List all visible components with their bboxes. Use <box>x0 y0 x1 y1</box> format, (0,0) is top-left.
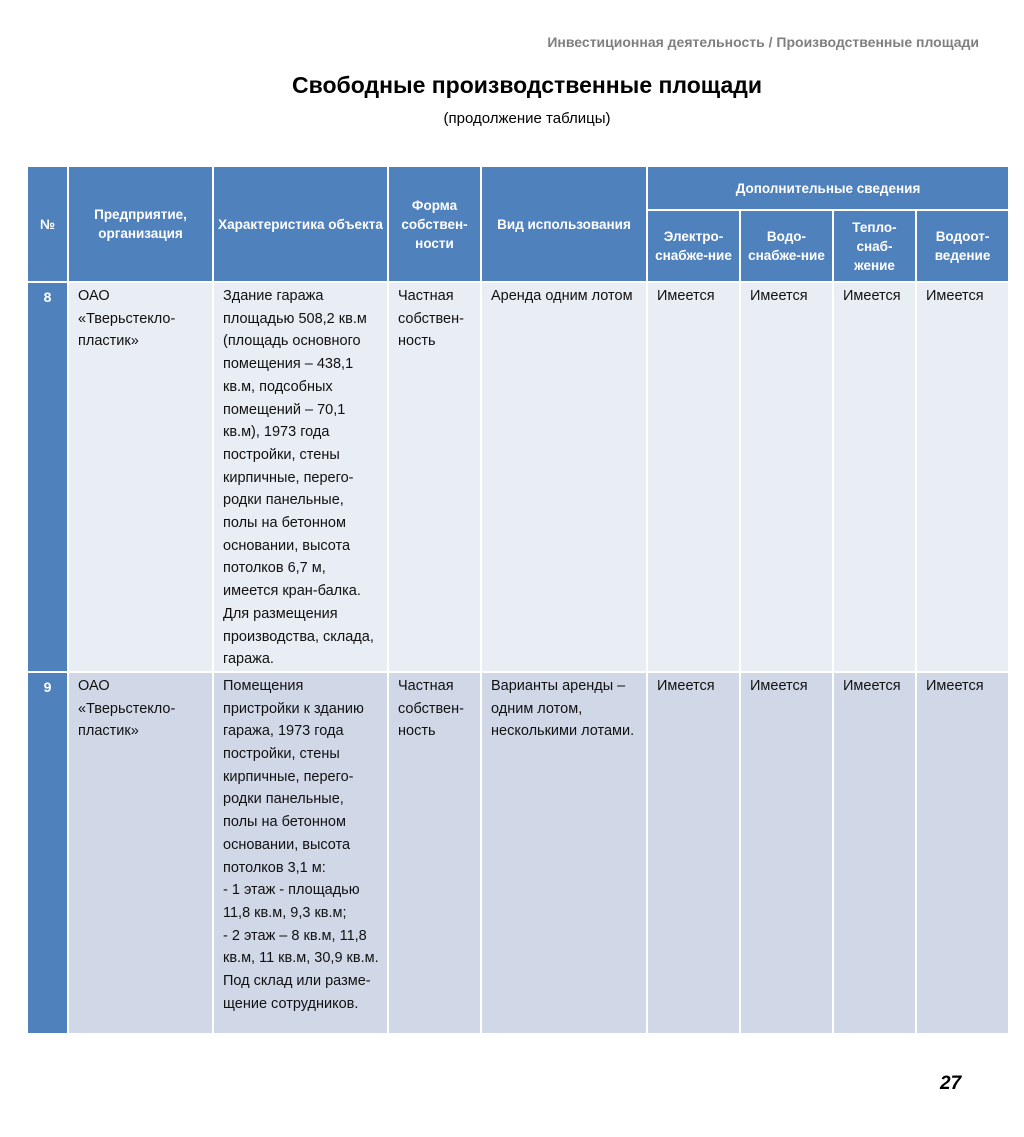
header-usage: Вид использования <box>481 166 647 282</box>
page-title: Свободные производственные площади <box>292 72 762 98</box>
header-water-supply: Водо-снабже-ние <box>740 210 833 282</box>
header-additional-info: Дополнительные сведения <box>647 166 1009 210</box>
cell-enterprise: ОАО «Тверьстекло-пластик» <box>68 672 213 1034</box>
cell-characteristic: Помещения пристройки к зданию гаража, 1973 года постройки, стены кирпичные, перего-родки панельные, полы на бетонном основании, высота потолков 3,1 м: - 1 этаж - площадью 11,8 кв.м, 9,3 кв.м; - 2 этаж – 8 кв.м, 11,8 кв.м, 11 кв.м, 30,9 кв.м. Под склад или разме-щение сотрудников. <box>213 672 388 1034</box>
cell-ownership: Частная собствен-ность <box>388 282 481 672</box>
table-header-row <box>27 166 1009 210</box>
cell-usage: Аренда одним лотом <box>481 282 647 672</box>
page-number: 27 <box>940 1073 962 1094</box>
header-ownership: Форма собствен-ности <box>388 166 481 282</box>
header-characteristic: Характеристика объекта <box>213 166 388 282</box>
header-electricity: Электро-снабже-ние <box>647 210 740 282</box>
table-row <box>27 282 1009 672</box>
page-subtitle: (продолжение таблицы) <box>443 110 611 127</box>
header-heat-supply: Тепло-снаб-жение <box>833 210 916 282</box>
cell-water-supply: Имеется <box>740 672 833 1034</box>
cell-usage: Варианты аренды – одним лотом, несколькими лотами. <box>481 672 647 1034</box>
cell-heat-supply: Имеется <box>833 282 916 672</box>
production-areas-table <box>26 165 1010 1035</box>
cell-electricity: Имеется <box>647 672 740 1034</box>
header-number: № <box>27 166 68 282</box>
header-enterprise: Предприятие, организация <box>68 166 213 282</box>
header-drainage: Водоот-ведение <box>916 210 1009 282</box>
table-row <box>27 672 1009 1034</box>
row-number: 8 <box>27 282 68 672</box>
row-number: 9 <box>27 672 68 1034</box>
cell-enterprise: ОАО «Тверьстекло-пластик» <box>68 282 213 672</box>
cell-ownership: Частная собствен-ность <box>388 672 481 1034</box>
breadcrumb: Инвестиционная деятельность / Производственные площади <box>547 34 979 50</box>
cell-heat-supply: Имеется <box>833 672 916 1034</box>
cell-drainage: Имеется <box>916 282 1009 672</box>
cell-water-supply: Имеется <box>740 282 833 672</box>
cell-drainage: Имеется <box>916 672 1009 1034</box>
cell-characteristic: Здание гаража площадью 508,2 кв.м (площадь основного помещения – 438,1 кв.м, подсобных помещений – 70,1 кв.м), 1973 года постройки, стены кирпичные, перего-родки панельные, полы на бетонном основании, высота потолков 6,7 м, имеется кран-балка. Для размещения производства, склада, гаража. <box>213 282 388 672</box>
cell-electricity: Имеется <box>647 282 740 672</box>
